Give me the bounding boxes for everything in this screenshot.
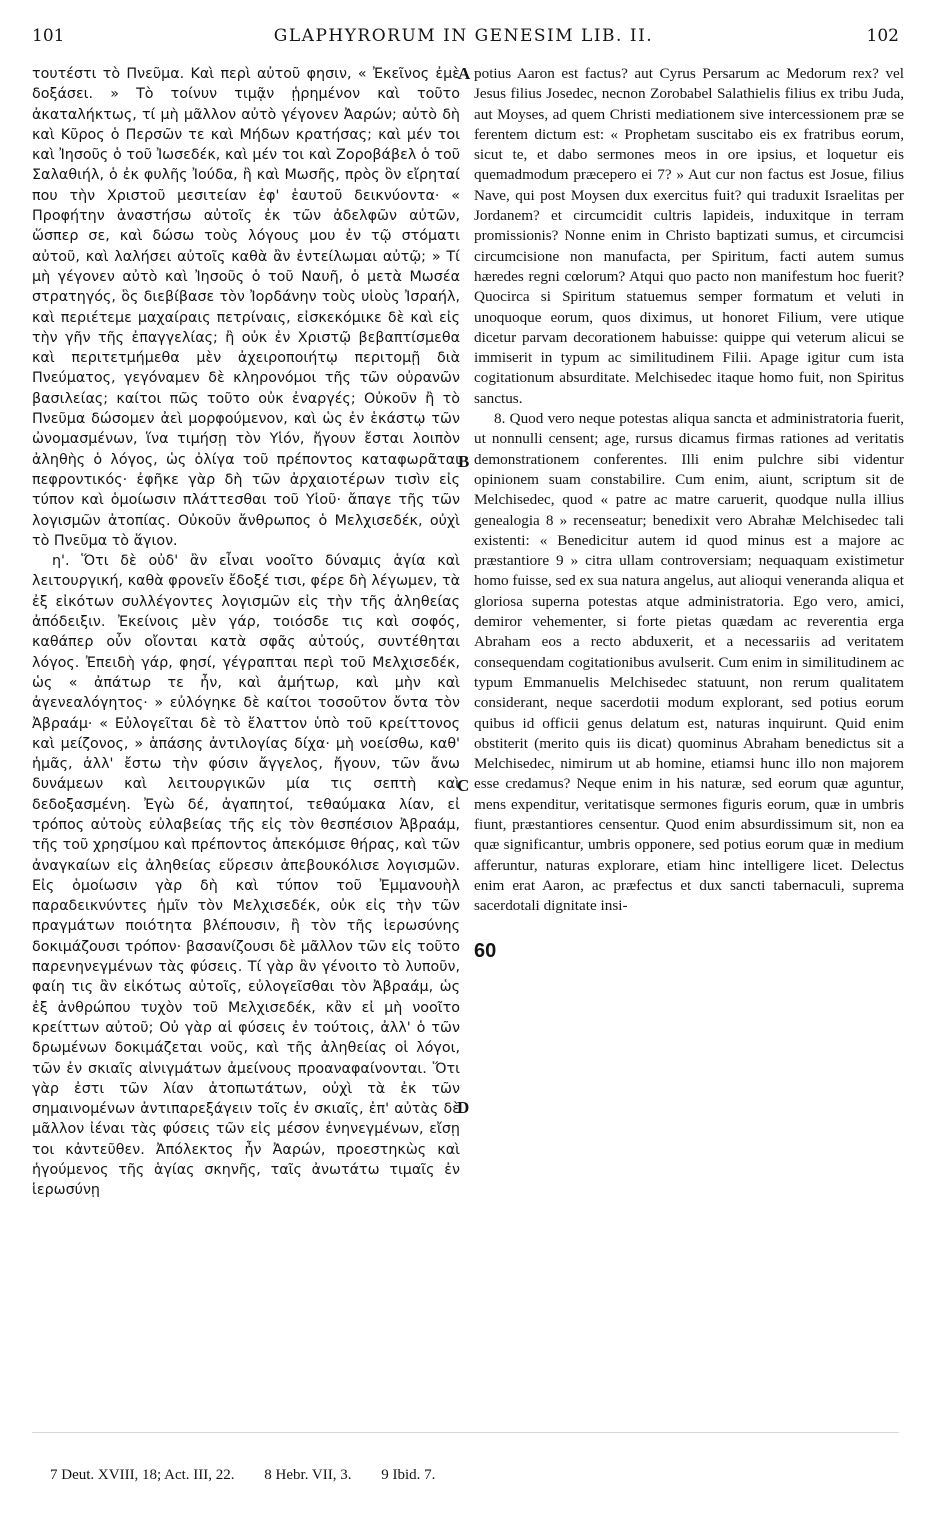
latin-paragraph-2: 8. Quod vero neque potestas aliqua sancta et administratoria fuerit, ut nonnulli censent; age, rursus dicamus firmas rationes ad veritatis demonstrationem conferentes. Illi enim pulchre sibi videntur opinionem suam constabilire. Cum enim, aiunt, scriptum sit de Melchisedec, quod « patre ac matre caruerit, quodque nulla illius genealogia 8 » recenseatur; benedixit vero Abrahæ Melchisedec tali existenti: « Benedicitur autem id quod minus est a majore ac præstantiore 9 » citra ullam controversiam; nequaquam existimetur homo fuisse, sed ex sua natura angelus, aut alioqui veneranda aliqua et gloriosa superna potestas atque administratoria. Ego vero, amici, demiror vehementer, si forte pietas quædam ac reverentia erga Abraham eos a recto abduxerit, et a necessariis ad veritatem consequendam cogitationibus avulserit. Cum enim in similitudinem ac typum Emmanuelis Melchisedec statuunt, non rerum qualitatem considerant, neque sacerdotii modum explorant, sed potius eorum quibus id officii genus delatum est, naturas inquirunt. Quid enim obstiterit (merito quis iis dicat) quominus Abraham benedictus sit a Melchisedec, nimirum ut ab homine, etiamsi hunc illo non majorem esse credamus? Neque enim in his naturæ, sed eorum quæ aguntur, mens expenditur, veritatisque sermones figuris eorum, quæ in umbris fiunt, præstantiores censentur. Quod enim absurdissimum sit, non ea quæ significantur, umbris opponere, sed potius eorum quæ in medium afferuntur, naturas explorare, etiam hinc intelligere licet. Delectus enim erat Aaron, ac præfectus et dux sancti tabernaculi, suprema sacerdotali dignitate insi- xyxy=(474,410,904,915)
running-title: GLAPHYRORUM IN GENESIM LIB. II. xyxy=(273,26,654,46)
section-marker-b: B xyxy=(458,452,470,471)
latin-paragraph-1: potius Aaron est factus? aut Cyrus Persarum ac Medorum rex? vel Jesus filius Josedec, necnon Zorobabel Salathielis filius ex tribu Juda, aut Moyses, ad quem Christi mediationem sive intercessionem præ se ferentem dictum est: « Prophetam suscitabo eis ex fratribus eorum, sicut te, et dabo sermones meos in ore ipsius, et loquetur eis quemadmodum præcepero ei 7? » Aut cur non factus est Josue, filius Nave, qui post Moysen dux exercitus fuit? qui traduxit Israelitas per Jordanem? et circumcidit cultris lapideis, induxitque in terram promissionis? Nonne enim in Christo baptizati sumus, et circumcisi circumcisione non manufacta, per Spiritum, facti autem sumus hæredes regni cœlorum? Atqui quo pacto non manifestum hoc fuerit? Quocirca si Spiritum statuemus semper formatum et veluti in unoquoque eorum, quos diximus, ut honoret Filium, vere utique dicetur parvam decorationem habuisse: quippe qui veterum alicui se immiserit in typum ac similitudinem Filii. Apage igitur cum ista cogitationum absurditate. Melchisedec itaque homo fuit, non Spiritus sanctus. xyxy=(474,65,904,407)
page-header xyxy=(0,26,927,56)
greek-paragraph-1: τουτέστι τὸ Πνεῦμα. Καὶ περὶ αὐτοῦ φησιν, « Ἐκεῖνος ἐμὲ δοξάσει. » Τὸ τοίνυν τιμᾷν ᾑρημένον καὶ τοῦτο ἀκαταλήκτως, τί μὴ μᾶλλον αὐτὸ γέγονεν Ἀαρών; αὐτὸ δὴ καὶ Κῦρος ὁ Περσῶν τε καὶ Μήδων κρατήσας; καὶ μέν τοι καὶ Ἰησοῦς ὁ τοῦ Ἰωσεδέκ, καὶ μέν τοι καὶ Ζοροβάβελ ὁ τοῦ Σαλαθιήλ, ὁ ἐκ φυλῆς Ἰούδα, ἢ καὶ Μωσῆς, πρὸς ὃν εἴρηταί που τὴν Χριστοῦ μεσιτείαν ἐφ' ἑαυτοῦ δεικνύοντα· « Προφήτην ἀναστήσω αὐτοῖς ἐκ τῶν ἀδελφῶν αὐτῶν, ὥσπερ σε, καὶ δώσω τοὺς λόγους μου ἐν τῷ στόματι αὐτοῦ, καὶ λαλήσει αὐτοῖς καθὰ ἂν ἐντείλωμαι αὐτῷ; » Τί μὴ γέγονεν αὐτὸ καὶ Ἰησοῦς ὁ τοῦ Ναυῆ, ὁ μετὰ Μωσέα στρατηγός, ὃς διεβίβασε τὸν Ἰορδάνην τοὺς υἱοὺς Ἰσραήλ, καὶ περιέτεμε μαχαίραις πετρίναις, εἰσκεκόμικε δὲ καὶ εἰς τὴν γῆν τῆς ἐπαγγελίας; ἢ οὐκ ἐν Χριστῷ βεβαπτίσμεθα καὶ περιτετμήμεθα μὲν ἀχειροποιήτῳ περιτομῇ διὰ Πνεύματος, γεγόναμεν δὲ κληρονόμοι τῆς τῶν οὐρανῶν βασιλείας; καίτοι πῶς τοῦτο οὐκ ἐναργές; Οὐκοῦν ἢ τὸ Πνεῦμα δώσομεν ἀεὶ μορφούμενον, καὶ ὡς ἐν ἑκάστῳ τῶν ὠνομασμένων, ἵνα τιμήσῃ τὸν Υἱόν, ἤγουν ἔσται λοιπὸν ἀληθὴς ὁ λόγος, ὡς ὀλίγα τοῦ πρέποντος καταφωρᾶται πεφροντικός· ἐφῆκε γὰρ δὴ τῶν ἀρχαιοτέρων τισὶν εἰς τύπον καὶ ὁμοίωσιν πλάττεσθαι τοῦ Υἱοῦ· ἄπαγε τῆς τῶν λογισμῶν ἀτοπίας. Οὐκοῦν ἄνθρωπος ὁ Μελχισεδέκ, οὐχὶ τὸ Πνεῦμα τὸ ἅγιον. xyxy=(32,66,460,549)
footnotes xyxy=(50,1467,461,1484)
footnote-7: 7 Deut. XVIII, 18; Act. III, 22. xyxy=(50,1467,235,1483)
section-marker-a: A xyxy=(458,64,471,83)
greek-paragraph-2: η'. Ὅτι δὲ οὐδ' ἂν εἶναι νοοῖτο δύναμις ἁγία καὶ λειτουργική, καθὰ φρονεῖν ἔδοξέ τισι, φέρε δὴ λέγωμεν, τὰ ἐξ εἰκότων συλλέγοντες λογισμῶν εἰς τὴν τῆς ἀληθείας ἀπόδειξιν. Ἐκείνοις μὲν γάρ, τοιόσδε τις καὶ σοφός, καθάπερ οὖν οἴονται κατὰ σφᾶς αὐτούς, συντέθηται λόγος. Ἐπειδὴ γάρ, φησί, γέγραπται περὶ τοῦ Μελχισεδέκ, ὡς « ἀπάτωρ τε ἦν, καὶ ἀμήτωρ, καὶ μὴν καὶ ἀγενεαλόγητος· » εὐλόγηκε δὲ καίτοι τοσοῦτον ὄντα τὸν Ἀβραάμ· « Εὐλογεῖται δὲ τὸ ἔλαττον ὑπὸ τοῦ κρείττονος καὶ μείζονος, » ἁπάσης ἀντιλογίας δίχα· μὴ νοείσθω, καθ' ἡμᾶς, ἀλλ' ἔστω τὴν φύσιν ἄγγελος, ἤγουν, τῶν ἄνω δυνάμεων καὶ λειτουργικῶν μία τις σεπτὴ καὶ δεδοξασμένη. Ἐγὼ δέ, ἀγαπητοί, τεθαύμακα λίαν, εἰ τρόπος αὐτοὺς εὐλαβείας τῆς εἰς τὸν θεσπέσιον Ἀβραάμ, τῆς τοῦ χρησίμου καὶ πρέποντος ἀπεκόμισε θήρας, καὶ τῶν ἀναγκαίων εἰς ἀληθείας εὕρεσιν ἀπεβουκόλισε λογισμῶν. Εἰς ὁμοίωσιν γὰρ δὴ καὶ τύπον τοῦ Ἐμμανουὴλ παραδεικνύντες ἡμῖν τὸν Μελχισεδέκ, οὐκ εἰς τὴν τῶν πραγμάτων ποιότητα βλέπουσιν, ἢ τὸν τῆς ἱερωσύνης δοκιμάζουσι τρόπον· βασανίζουσι δὲ μᾶλλον τῶν εἰς τοῦτο παρενηνεγμένων τὰς φύσεις. Τί γὰρ ἂν γένοιτο τὸ λυποῦν, φαίη τις ἂν εἰκότως αὐτοῖς, εὐλογεῖσθαι τὸν Ἀβραάμ, ὡς ἐξ ἀνθρώπου τυχὸν τοῦ Μελχισεδέκ, κἂν εἰ μὴ νοοῖτο κρείττων αὐτοῦ; Οὐ γὰρ αἱ φύσεις ἐν τούτοις, ἀλλ' ὁ τῶν δρωμένων δοκιμάζεται νοῦς, καὶ τῆς ἀληθείας οἱ λόγοι, τῶν ἐν σκιαῖς αἰνιγμάτων ἀμείνους προαναφαίνονται. Ὅτι γὰρ ἐστι τῶν λίαν ἀτοπωτάτων, οὐχὶ τὰ ἐκ τῶν σημαινομένων ἀντιπαρεξάγειν τοῖς ἐν σκιαῖς, ἐπ' αὐτὰς δὲ μᾶλλον ἰέναι τὰς φύσεις τῶν εἰς μέσον ἐνηνεγμένων, εἴσῃ τοι κἀντεῦθεν. Ἀπόλεκτος ἦν Ἀαρών, προεστηκὼς καὶ ἡγούμενος τῆς ἁγίας σκηνῆς, ταῖς ἀνωτάτω τιμαῖς ἐν ἱερωσύνῃ xyxy=(32,553,460,1199)
latin-column xyxy=(474,64,904,916)
greek-column xyxy=(32,64,460,1201)
footnote-9: 9 Ibid. 7. xyxy=(381,1467,436,1483)
section-marker-d: D xyxy=(457,1098,470,1117)
footnote-divider xyxy=(32,1432,899,1433)
section-marker-c: C xyxy=(457,776,470,795)
footnote-8: 8 Hebr. VII, 3. xyxy=(264,1467,352,1483)
margin-column-number: 60 xyxy=(474,940,497,962)
page-number-right: 102 xyxy=(866,26,899,46)
page-number-left: 101 xyxy=(32,26,65,46)
